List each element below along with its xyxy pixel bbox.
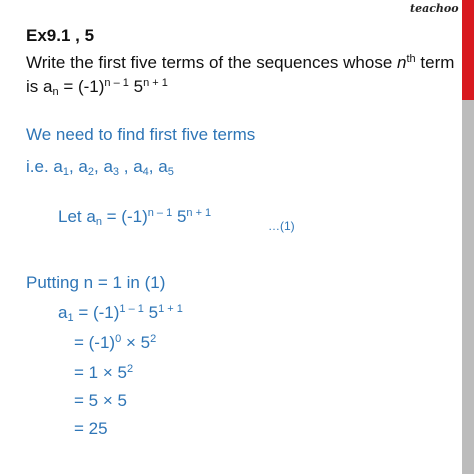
let-exp-2: n + 1: [186, 207, 212, 219]
ie-sub-2: 2: [87, 166, 95, 178]
step-2: [74, 333, 156, 353]
step1-exp-1: 1 – 1: [119, 303, 144, 315]
equation-reference: …(1): [268, 219, 295, 233]
exercise-title: Ex9.1 , 5: [26, 26, 95, 45]
question-neg-one: = (-1): [58, 77, 105, 96]
step-4: = 5 × 5: [74, 391, 127, 410]
step-1: [58, 303, 183, 323]
step-5: = 25: [74, 419, 108, 438]
step1-exp-2: 1 + 1: [158, 303, 183, 315]
red-side-bar: [462, 0, 474, 100]
question-sub-n: n: [52, 86, 59, 98]
solution-intro: We need to find first five terms: [26, 125, 256, 144]
let-neg-one: = (-1): [101, 207, 148, 226]
ie-sub-3: 3: [112, 166, 120, 178]
let-exp-1: n – 1: [147, 207, 173, 219]
let-five: 5: [172, 207, 187, 226]
let-equation: [58, 207, 211, 227]
step1-a: a: [58, 303, 68, 322]
solution-ie: [26, 157, 174, 177]
ie-sub-5: 5: [167, 166, 174, 178]
step2-neg-one: = (-1): [74, 333, 116, 352]
step1-five: 5: [143, 303, 159, 322]
question-term: term: [415, 53, 455, 72]
grey-side-bar: [462, 100, 474, 474]
question-n: n: [397, 53, 407, 72]
step1-sub: 1: [67, 312, 74, 324]
step3-exp: 2: [126, 363, 134, 375]
putting-line: Putting n = 1 in (1): [26, 273, 166, 292]
question-th: th: [406, 53, 416, 65]
ie-sep-2: , a: [94, 157, 113, 176]
question-is-a: is a: [26, 77, 53, 96]
step-3: [74, 363, 133, 383]
question-exp-2: n + 1: [143, 77, 168, 89]
step2-times-five: × 5: [121, 333, 151, 352]
question-line-2: [26, 77, 168, 97]
step2-exp-2: 2: [150, 333, 157, 345]
step2-exp-1: 0: [115, 333, 122, 345]
question-five: 5: [128, 77, 144, 96]
step1-neg-one: = (-1): [73, 303, 120, 322]
ie-sep-1: , a: [68, 157, 88, 176]
step3-text: = 1 × 5: [74, 363, 127, 382]
let-prefix: Let a: [58, 207, 96, 226]
ie-sub-4: 4: [142, 166, 149, 178]
ie-sep-3: , a: [119, 157, 143, 176]
question-exp-1: n – 1: [104, 77, 129, 89]
ie-sep-4: , a: [148, 157, 168, 176]
question-line-1: [26, 53, 454, 73]
ie-sub-1: 1: [62, 166, 69, 178]
question-text: Write the first five terms of the sequences whose: [26, 53, 398, 72]
brand-logo: teachoo: [410, 2, 459, 15]
let-sub-n: n: [95, 216, 102, 228]
ie-prefix: i.e. a: [26, 157, 63, 176]
